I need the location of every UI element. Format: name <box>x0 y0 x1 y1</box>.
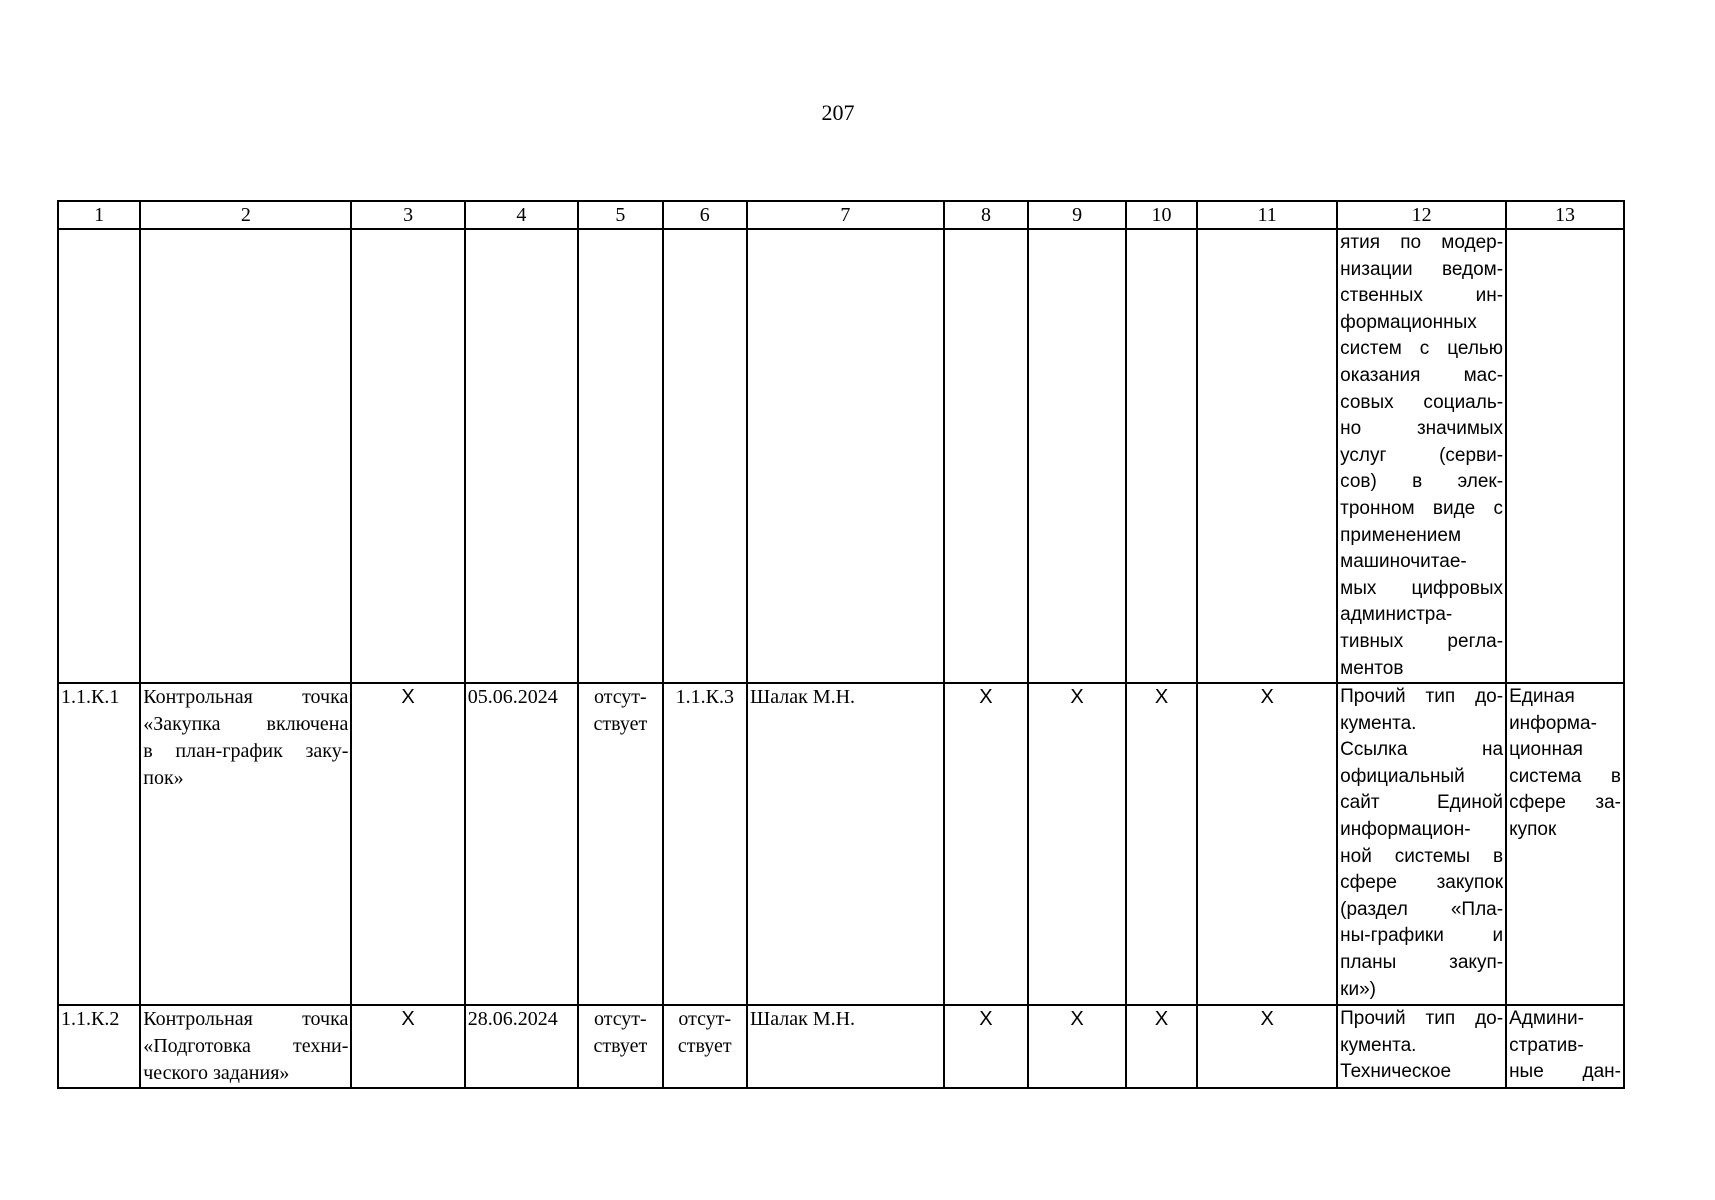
header-cell: 11 <box>1197 201 1337 229</box>
header-cell: 9 <box>1028 201 1126 229</box>
text-line: пок» <box>143 767 184 790</box>
text-line: сфере закупок <box>1340 872 1504 894</box>
text-line: ственных ин- <box>1340 285 1504 307</box>
text-line: ствует <box>677 1035 732 1058</box>
table-row <box>58 1005 1624 1088</box>
header-cell: 6 <box>663 201 747 229</box>
cell-col6: 1.1.К.3 <box>663 683 747 1005</box>
cell-col3: X <box>351 683 464 1005</box>
text-line: ятия по модер- <box>1340 232 1504 253</box>
text-line: официальный <box>1340 765 1465 787</box>
header-cell: 4 <box>465 201 578 229</box>
text-line: стратив- <box>1509 1034 1584 1056</box>
cell-document-type <box>1337 1005 1506 1088</box>
header-cell: 8 <box>944 201 1028 229</box>
text-line: Прочий тип до- <box>1340 1008 1504 1030</box>
text-line: совых социаль- <box>1340 391 1504 413</box>
text-line: ционная <box>1509 739 1583 761</box>
cell-document-type <box>1337 229 1506 683</box>
cell-name <box>140 683 351 1005</box>
text-line: тронном виде с <box>1340 497 1504 519</box>
cell-number: 1.1.К.2 <box>58 1005 140 1088</box>
cell-source <box>1506 229 1624 683</box>
cell-col8 <box>944 229 1028 683</box>
text-line: систем с целью <box>1340 338 1504 360</box>
cell-col8: X <box>944 1005 1028 1088</box>
cell-col3: X <box>351 1005 464 1088</box>
text-line: услуг (серви- <box>1340 444 1504 466</box>
text-line: машиночитае- <box>1340 551 1467 573</box>
text-line: мых цифровых <box>1340 577 1504 599</box>
header-cell: 13 <box>1506 201 1624 229</box>
cell-col11: X <box>1197 683 1337 1005</box>
text-line: «Подготовка техни- <box>143 1035 349 1058</box>
cell-col9: X <box>1028 1005 1126 1088</box>
text-line: ной системы в <box>1340 845 1504 867</box>
text-line: низации ведом- <box>1340 258 1504 280</box>
text-line: Единая <box>1509 686 1575 708</box>
page-number: 207 <box>821 100 855 125</box>
header-cell: 2 <box>140 201 351 229</box>
cell-number: 1.1.К.1 <box>58 683 140 1005</box>
cell-responsible: Шалак М.Н. <box>747 1005 944 1088</box>
header-row <box>58 201 1624 229</box>
text-line: Прочий тип до- <box>1340 686 1504 708</box>
cell-responsible: Шалак М.Н. <box>747 683 944 1005</box>
text-line: Контрольная точка <box>143 686 349 709</box>
text-line: ментов <box>1340 657 1404 679</box>
text-line: ствует <box>593 1035 648 1058</box>
header-cell: 7 <box>747 201 944 229</box>
cell-col10: X <box>1126 1005 1197 1088</box>
cell-col10: X <box>1126 683 1197 1005</box>
text-line: «Закупка включена <box>143 713 349 736</box>
cell-col9 <box>1028 229 1126 683</box>
text-line: Техническое <box>1340 1061 1452 1083</box>
cell-col8: X <box>944 683 1028 1005</box>
cell-source <box>1506 683 1624 1005</box>
text-line: сфере за- <box>1509 792 1621 814</box>
table-row <box>58 683 1624 1005</box>
header-cell: 3 <box>351 201 464 229</box>
text-line: ствует <box>593 713 648 736</box>
text-line: кумента. <box>1340 712 1417 734</box>
cell-number <box>58 229 140 683</box>
text-line: ны-графики и <box>1340 925 1504 947</box>
text-line: но значимых <box>1340 418 1504 440</box>
text-line: информацион- <box>1340 819 1471 841</box>
text-line: администра- <box>1340 604 1453 626</box>
header-cell: 10 <box>1126 201 1197 229</box>
cell-col9: X <box>1028 683 1126 1005</box>
text-line: купок <box>1509 819 1557 841</box>
cell-col5 <box>578 1005 662 1088</box>
text-line: сов) в элек- <box>1340 471 1504 493</box>
cell-document-type <box>1337 683 1506 1005</box>
cell-name <box>140 229 351 683</box>
text-line: ки») <box>1340 978 1376 1000</box>
cell-col5 <box>578 229 662 683</box>
text-line: отсут- <box>593 686 647 709</box>
text-line: в план-график заку- <box>143 740 349 763</box>
cell-col11 <box>1197 229 1337 683</box>
cell-source <box>1506 1005 1624 1088</box>
text-line: отсут- <box>678 1008 732 1031</box>
text-line: планы закуп- <box>1340 952 1504 974</box>
cell-col5 <box>578 683 662 1005</box>
text-line: Контрольная точка <box>143 1008 349 1031</box>
plan-table <box>57 200 1625 1089</box>
text-line: тивных регла- <box>1340 630 1504 652</box>
text-line: система в <box>1509 765 1621 787</box>
text-line: (раздел «Пла- <box>1340 898 1504 920</box>
text-line: отсут- <box>593 1008 647 1031</box>
cell-col10 <box>1126 229 1197 683</box>
text-line: Ссылка на <box>1340 739 1504 761</box>
cell-col4 <box>465 229 578 683</box>
header-cell: 12 <box>1337 201 1506 229</box>
text-line: формационных <box>1340 311 1477 333</box>
header-cell: 5 <box>578 201 662 229</box>
text-line: ные дан- <box>1509 1061 1621 1083</box>
text-line: оказания мас- <box>1340 364 1504 386</box>
cell-date: 28.06.2024 <box>465 1005 578 1088</box>
cell-col7 <box>747 229 944 683</box>
cell-col6 <box>663 1005 747 1088</box>
cell-col3 <box>351 229 464 683</box>
text-line: информа- <box>1509 712 1597 734</box>
text-line: ческого задания» <box>143 1062 290 1085</box>
text-line: Админи- <box>1509 1008 1584 1030</box>
text-line: кумента. <box>1340 1034 1417 1056</box>
cell-col11: X <box>1197 1005 1337 1088</box>
cell-name <box>140 1005 351 1088</box>
header-cell: 1 <box>58 201 140 229</box>
text-line: сайт Единой <box>1340 792 1504 814</box>
text-line: применением <box>1340 524 1462 546</box>
cell-col6 <box>663 229 747 683</box>
cell-date: 05.06.2024 <box>465 683 578 1005</box>
table-row <box>58 229 1624 683</box>
